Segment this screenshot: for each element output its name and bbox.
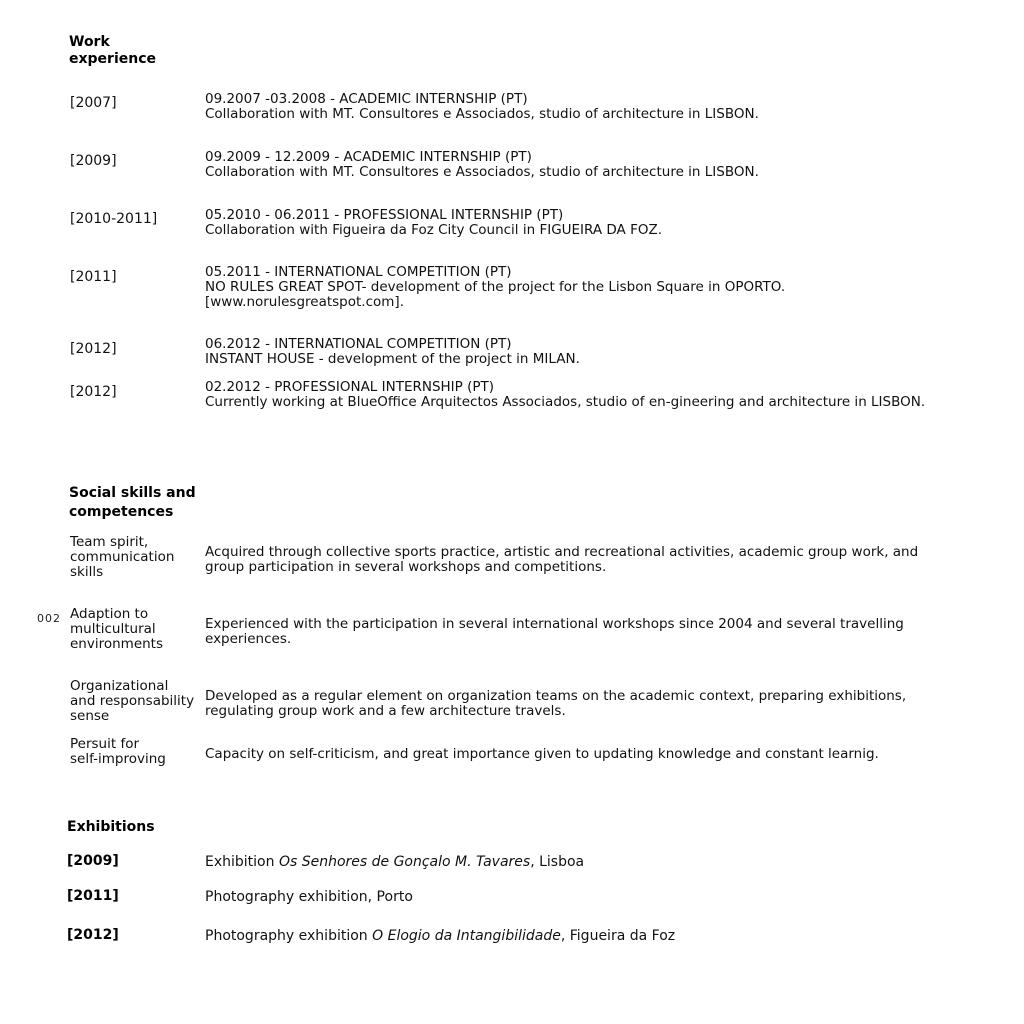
skill-description: Capacity on self-criticism, and great importance given to updating knowledge and constant learnig. <box>205 746 879 762</box>
exhibition-year: [2011] <box>67 888 119 904</box>
work-year: [2012] <box>70 341 117 357</box>
work-entry-head: 05.2010 - 06.2011 - PROFESSIONAL INTERNSHIP (PT) <box>205 207 564 223</box>
work-year: [2009] <box>70 153 117 169</box>
skill-description: Experienced with the participation in several international workshops since 2004 and several travelling experiences. <box>205 616 904 647</box>
work-entry-body: Collaboration with MT. Consultores e Associados, studio of architecture in LISBON. <box>205 106 759 122</box>
work-entry <box>205 265 785 310</box>
work-year: [2010-2011] <box>70 211 158 227</box>
work-entry-body: Collaboration with MT. Consultores e Associados, studio of architecture in LISBON. <box>205 164 759 180</box>
work-entry <box>205 337 580 367</box>
skill-description: Acquired through collective sports practice, artistic and recreational activities, academic group work, and group participation in several workshops and competitions. <box>205 544 919 575</box>
work-year: [2007] <box>70 95 117 111</box>
work-entry-body: Currently working at BlueOffice Arquitectos Associados, studio of en-gineering and architecture in LISBON. <box>205 394 926 410</box>
skill-description: Developed as a regular element on organization teams on the academic context, preparing exhibitions, regulating group work and a few architecture travels. <box>205 688 907 719</box>
work-year: [2012] <box>70 384 117 400</box>
exhibition-entry: Photography exhibition O Elogio da Intangibilidade, Figueira da Foz <box>205 928 676 944</box>
work-experience-title: Work experience <box>69 34 157 67</box>
work-entry-body: INSTANT HOUSE - development of the project in MILAN. <box>205 351 580 367</box>
work-entry <box>205 208 662 238</box>
work-entry <box>205 380 925 410</box>
skill-label: Organizational and responsability sense <box>70 678 195 724</box>
skill-label: Adaption to multicultural environments <box>70 606 164 652</box>
work-entry-body: Collaboration with Figueira da Foz City Council in FIGUEIRA DA FOZ. <box>205 222 663 238</box>
work-year: [2011] <box>70 269 117 285</box>
exhibition-entry: Photography exhibition, Porto <box>205 889 413 905</box>
work-entry-body: NO RULES GREAT SPOT- development of the project for the Lisbon Square in OPORTO. <box>205 279 786 295</box>
work-entry <box>205 150 759 180</box>
social-skills-title: Social skills and competences <box>69 485 196 520</box>
skill-label: Team spirit, communication skills <box>70 534 175 580</box>
work-entry-head: 06.2012 - INTERNATIONAL COMPETITION (PT) <box>205 336 512 352</box>
work-entry-head: 09.2007 -03.2008 - ACADEMIC INTERNSHIP (PT) <box>205 91 528 107</box>
exhibition-entry: Exhibition Os Senhores de Gonçalo M. Tavares, Lisboa <box>205 854 585 870</box>
work-entry-head: 02.2012 - PROFESSIONAL INTERNSHIP (PT) <box>205 379 495 395</box>
work-entry <box>205 92 759 122</box>
exhibition-year: [2012] <box>67 927 119 943</box>
work-entry-head: 05.2011 - INTERNATIONAL COMPETITION (PT) <box>205 264 512 280</box>
page-number: 002 <box>37 612 61 625</box>
work-entry-link: [www.norulesgreatspot.com]. <box>205 294 404 310</box>
work-entry-head: 09.2009 - 12.2009 - ACADEMIC INTERNSHIP (PT) <box>205 149 532 165</box>
exhibitions-title: Exhibitions <box>67 819 155 835</box>
skill-label: Persuit for self-improving <box>70 736 166 767</box>
exhibition-year: [2009] <box>67 853 119 869</box>
